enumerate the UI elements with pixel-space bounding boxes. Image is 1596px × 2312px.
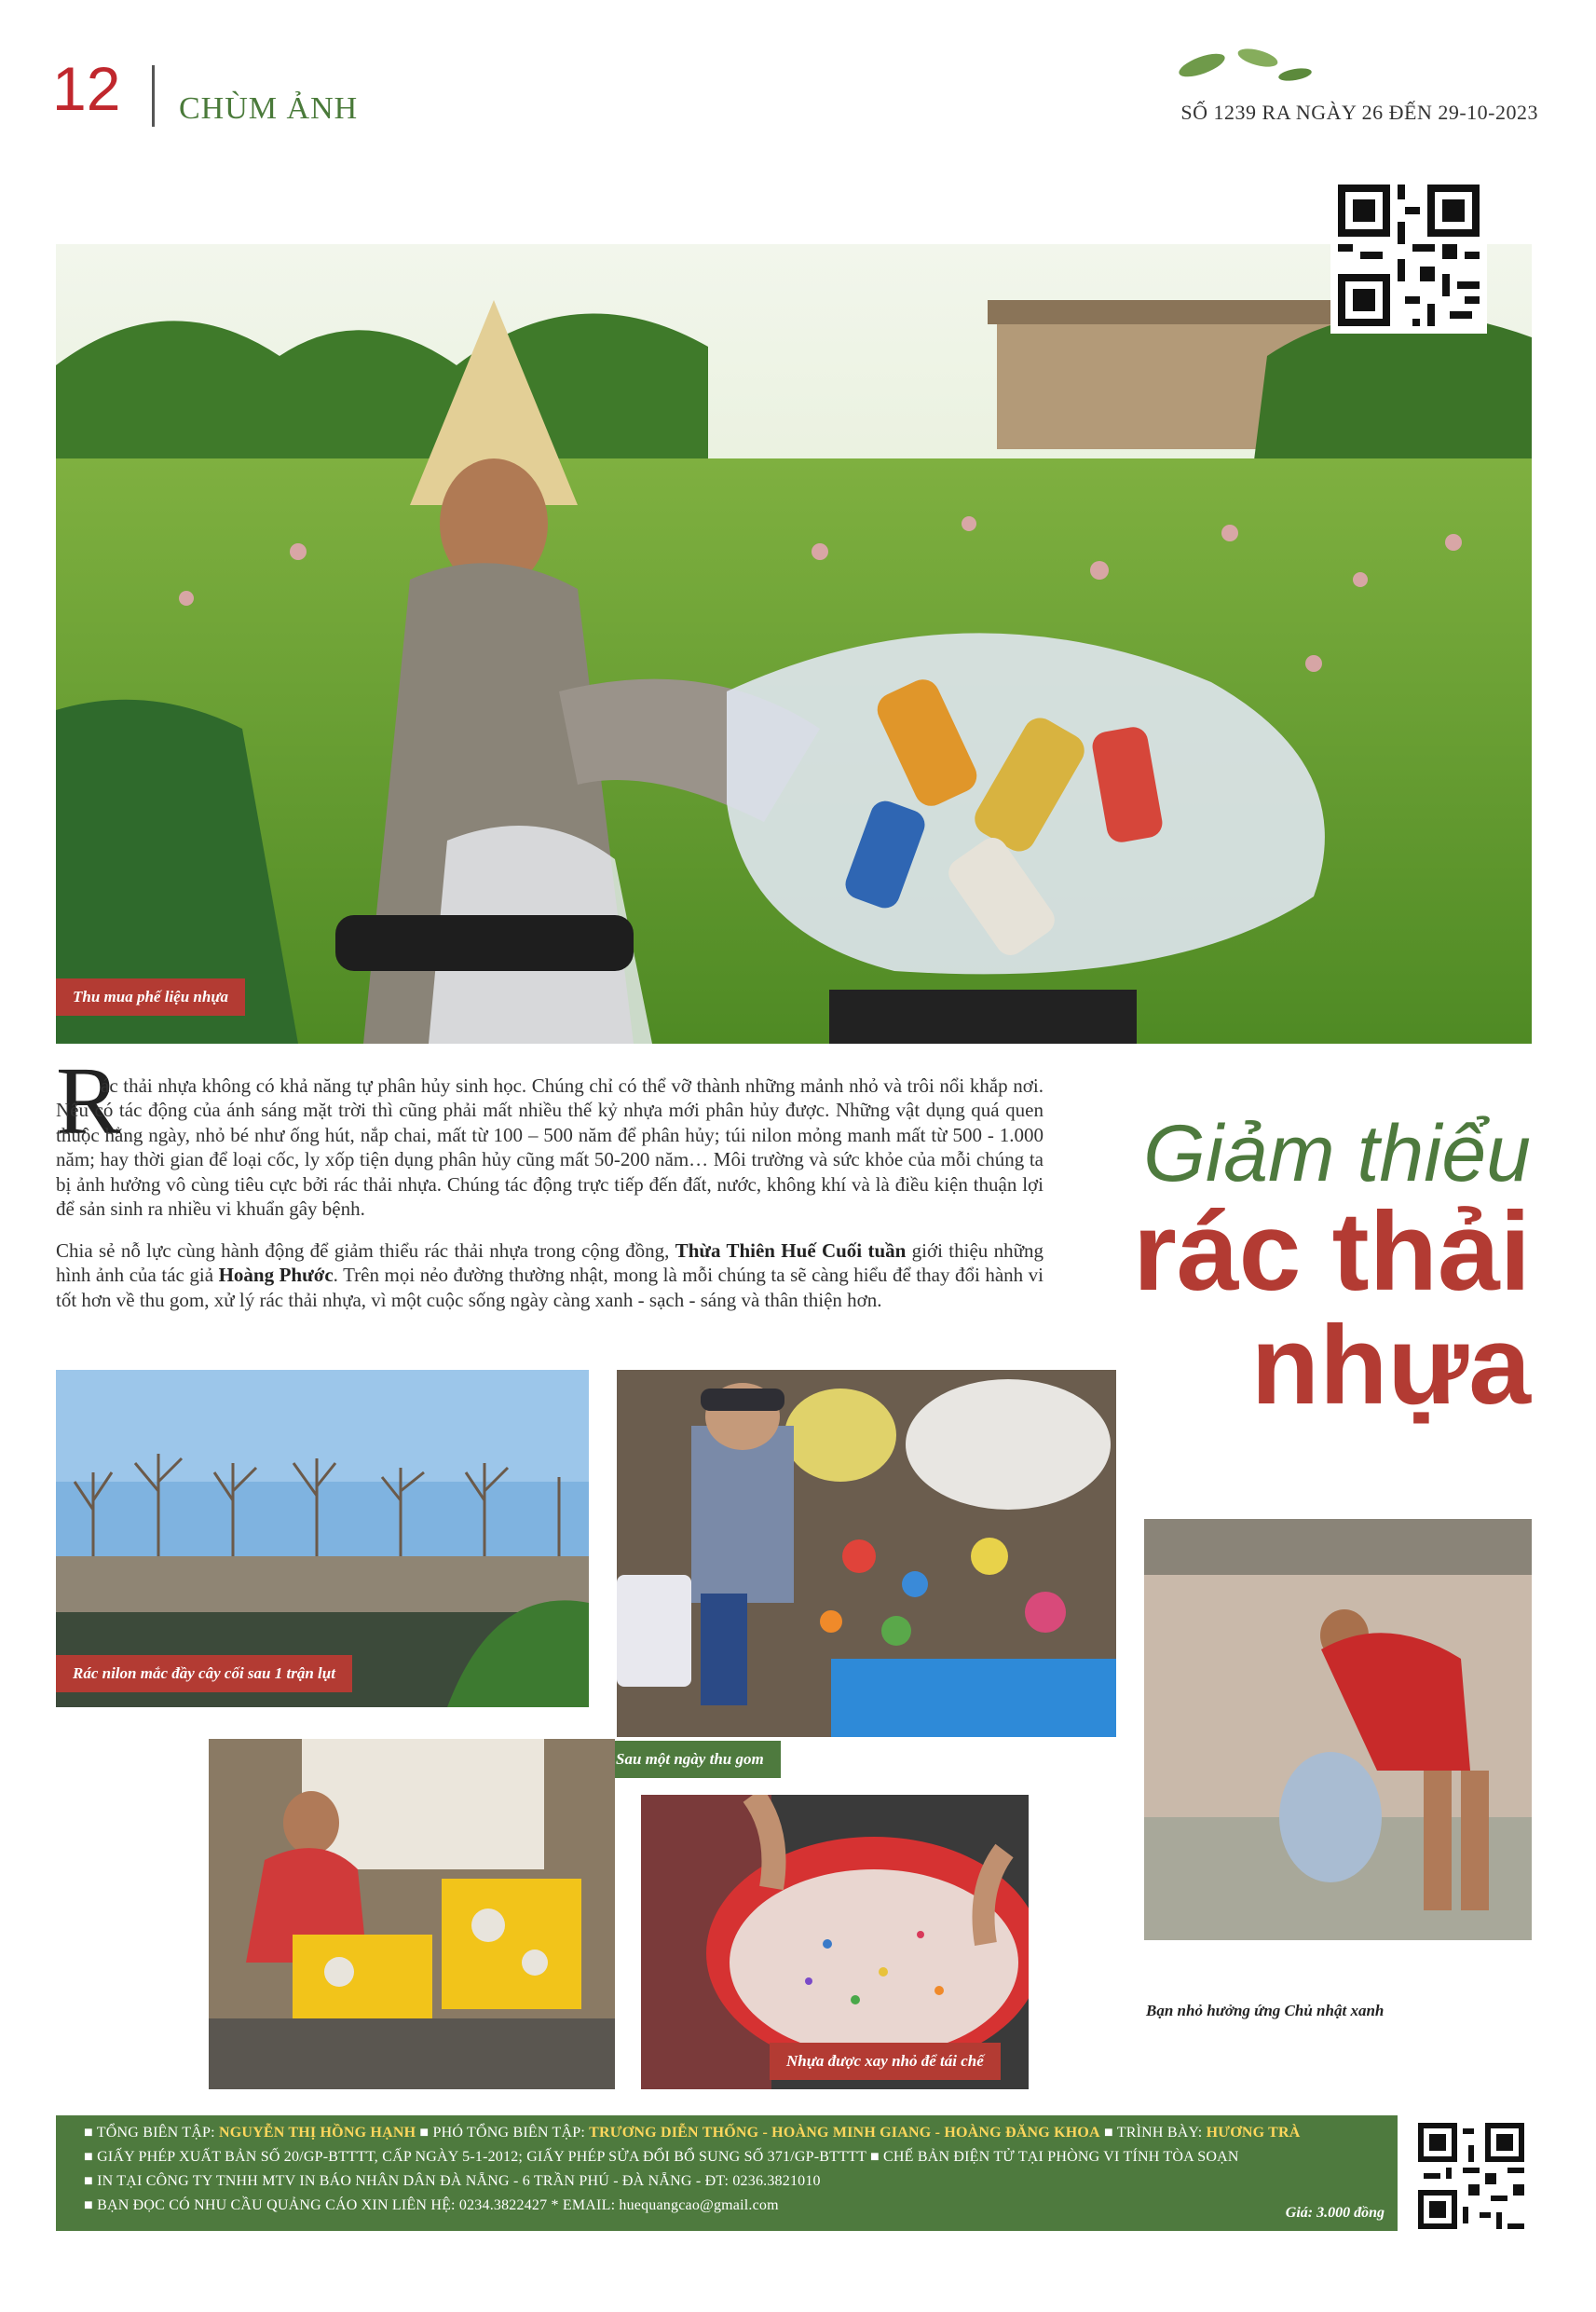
caption-sorting: Sau một ngày thu gom: [599, 1741, 781, 1778]
page-number: 12: [52, 54, 121, 123]
qr-code-footer[interactable]: [1412, 2117, 1530, 2235]
publication-name: Thừa Thiên Huế Cuối tuần: [675, 1238, 907, 1262]
caption-boy: Bạn nhỏ hưởng ứng Chủ nhật xanh: [1146, 2002, 1385, 2019]
caption-flood: Rác nilon mắc đầy cây cối sau 1 trận lụt: [56, 1655, 352, 1692]
section-title: CHÙM ẢNH: [179, 91, 359, 126]
paragraph-2: Chia sẻ nỗ lực cùng hành động để giảm thiểu rác thải nhựa trong cộng đồng, Thừa Thiên Huế Cuối tuần giới thiệu những hình ảnh của tác giả Hoàng Phước. Trên mọi nẻo đường thường nhật, mong là mỗi chúng ta sẽ càng hiểu để thay đổi hành vi tốt hơn về thu gom, xử lý rác thải nhựa, vì một cuộc sống ngày càng xanh - sạch - sáng và thân thiện hơn.: [56, 1238, 1044, 1311]
footer-printer: ■ IN TẠI CÔNG TY TNHH MTV IN BÁO NHÂN DÂN ĐÀ NẴNG - 6 TRẦN PHÚ - ĐÀ NẴNG - ĐT: 0236.3821010: [84, 2173, 821, 2189]
headline-line-1: Giảm thiểu: [1143, 1109, 1531, 1198]
drop-cap: R: [56, 1047, 121, 1155]
author-name: Hoàng Phước: [218, 1264, 334, 1287]
qr-code[interactable]: [1330, 177, 1487, 334]
hero-caption: Thu mua phế liệu nhựa: [56, 978, 245, 1016]
leaf-decoration: [1146, 37, 1332, 93]
masthead-footer: [56, 2115, 1398, 2231]
caption-shredded: Nhựa được xay nhỏ để tái chế: [770, 2043, 1001, 2080]
paragraph-1: ác thải nhựa không có khả năng tự phân hủy sinh học. Chúng chỉ có thể vỡ thành những mảnh nhỏ và trôi nổi khắp nơi. Nếu có tác động của ánh sáng mặt trời thì cũng phải mất nhiều thế kỷ nhựa mới phân hủy được. Những vật dụng quá quen thuộc hằng ngày, nhỏ bé như ống hút, nắp chai, mất từ 100 – 500 năm để phân hủy; túi nilon mỏng manh mất từ 500 - 1.000 năm; hay thời gian để loại cốc, ly xốp tiện dụng phân hủy cũng mất 50-200 năm… Môi trường và sức khỏe của mỗi chúng ta bị ảnh hưởng vô cùng tiêu cực bởi rác thải nhựa. Chúng tác động trực tiếp đến đất, nước, không khí và là điều kiện thuận lợi để sản sinh ra nhiều vi khuẩn gây bệnh.: [56, 1074, 1044, 1221]
footer-editors: ■ TỔNG BIÊN TẬP: NGUYỄN THỊ HỒNG HẠNH ■ PHÓ TỔNG BIÊN TẬP: TRƯƠNG DIỄN THỐNG - HOÀNG MINH GIANG - HOÀNG ĐĂNG KHOA ■ TRÌNH BÀY: HƯƠNG TRÀ: [84, 2125, 1301, 2141]
hero-photo-plastic-collector: [56, 244, 1532, 1044]
photo-boy-collecting: [1144, 1519, 1532, 1940]
price-label: Giá: 3.000 đồng: [1285, 2205, 1385, 2221]
headline-line-2: rác thải: [1133, 1189, 1531, 1314]
headline-line-3: nhựa: [1250, 1303, 1531, 1429]
footer-contact: ■ BẠN ĐỌC CÓ NHU CẦU QUẢNG CÁO XIN LIÊN HỆ: 0234.3822427 * EMAIL: huequangcao@gmail.com: [84, 2197, 779, 2213]
photo-woman-crates: [209, 1739, 615, 2089]
header-divider: [152, 65, 155, 127]
photo-sorting-waste: [617, 1370, 1116, 1737]
issue-date: SỐ 1239 RA NGÀY 26 ĐẾN 29-10-2023: [1180, 101, 1538, 124]
footer-license: ■ GIẤY PHÉP XUẤT BẢN SỐ 20/GP-BTTTT, CẤP NGÀY 5-1-2012; GIẤY PHÉP SỬA ĐỔI BỔ SUNG SỐ 371/GP-BTTTT ■ CHẾ BẢN ĐIỆN TỬ TẠI PHÒNG VI TÍNH TÒA SOẠN: [84, 2149, 1239, 2165]
